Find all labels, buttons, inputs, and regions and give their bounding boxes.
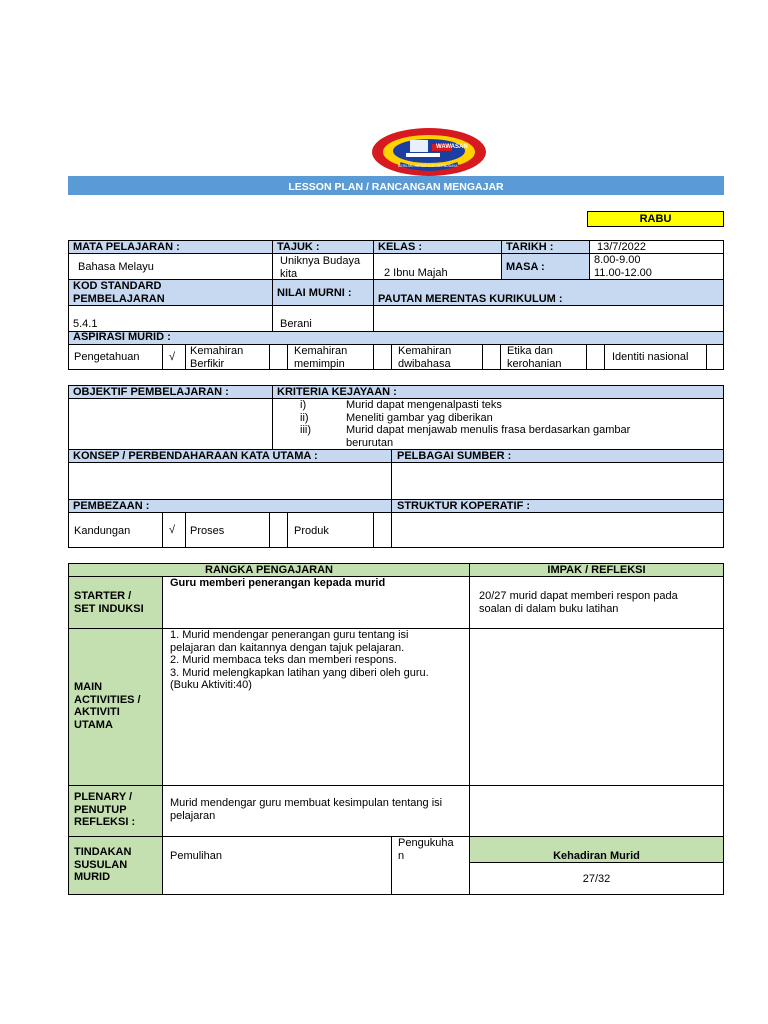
aspirasi-item-identiti: Identiti nasional — [612, 351, 689, 363]
mata-pelajaran-value: Bahasa Melayu — [78, 261, 154, 273]
kehadiran-value: 27/32 — [582, 873, 611, 885]
pembezaan-item-produk: Produk — [294, 525, 329, 537]
starter-label: STARTER / SET INDUKSI — [74, 590, 144, 615]
pemulihan-cell — [162, 836, 392, 895]
page-title: LESSON PLAN / RANCANGAN MENGAJAR — [288, 181, 504, 193]
logo-text: WAWASAN — [436, 144, 468, 150]
sumber-label: PELBAGAI SUMBER : — [397, 450, 512, 462]
rangka-header: RANGKA PENGAJARAN — [205, 564, 333, 576]
logo-motto: BERILMU BERAKHLAK BERBUDAYA — [398, 164, 458, 168]
kriteria-num-3: iii) — [300, 424, 311, 436]
kriteria-text-2: Meneliti gambar yag diberikan — [346, 412, 493, 424]
kriteria-text-3: Murid dapat menjawab menulis frasa berdasarkan gambar berurutan — [346, 424, 631, 449]
kelas-value: 2 Ibnu Majah — [384, 267, 448, 279]
day-label: RABU — [639, 213, 672, 225]
plenary-label: PLENARY / PENUTUP REFLEKSI : — [74, 791, 136, 828]
kod-label: KOD STANDARD PEMBELAJARAN — [73, 280, 165, 305]
aspirasi-item-pengetahuan: Pengetahuan — [74, 351, 140, 363]
koperatif-label: STRUKTUR KOPERATIF : — [397, 500, 531, 512]
aspirasi-item-kemahiran-memimpin: Kemahiran memimpin — [294, 345, 348, 370]
aspirasi-label: ASPIRASI MURID : — [73, 331, 171, 343]
koperatif-value-cell — [391, 512, 724, 548]
masa-value: 8.00-9.00 11.00-12.00 — [594, 254, 652, 279]
pemulihan-label: Pemulihan — [170, 850, 222, 862]
main-label: MAIN ACTIVITIES / AKTIVITI UTAMA — [74, 681, 141, 731]
kriteria-label: KRITERIA KEJAYAAN : — [277, 386, 397, 398]
impak-header: IMPAK / REFLEKSI — [547, 564, 646, 576]
objektif-value-cell — [68, 398, 273, 450]
school-logo — [370, 126, 488, 178]
nilai-value: Berani — [280, 318, 312, 330]
aspirasi-item-kemahiran-dwibahasa: Kemahiran dwibahasa — [398, 345, 452, 370]
tajuk-value: Uniknya Budaya kita — [280, 255, 361, 280]
kod-value-cell — [68, 305, 273, 332]
tarikh-label: TARIKH : — [506, 241, 554, 253]
plenary-impak-cell — [469, 785, 724, 837]
pembezaan-item-kandungan: Kandungan — [74, 525, 131, 537]
mata-pelajaran-label: MATA PELAJARAN : — [73, 241, 180, 253]
pembezaan-item-proses: Proses — [190, 525, 225, 537]
aspirasi-item-kemahiran-berfikir: Kemahiran Berfikir — [190, 345, 244, 370]
kriteria-num-2: ii) — [300, 412, 309, 424]
konsep-label: KONSEP / PERBENDAHARAAN KATA UTAMA : — [73, 450, 318, 462]
pembezaan-check-kandungan: √ — [169, 524, 176, 536]
pembezaan-label: PEMBEZAAN : — [73, 500, 150, 512]
nilai-label: NILAI MURNI : — [277, 287, 352, 299]
aspirasi-item-etika: Etika dan kerohanian — [507, 345, 562, 370]
kelas-label: KELAS : — [378, 241, 422, 253]
kehadiran-label: Kehadiran Murid — [553, 850, 640, 862]
kod-value: 5.4.1 — [73, 318, 98, 330]
day-box — [587, 211, 724, 227]
tarikh-value: 13/7/2022 — [597, 241, 646, 253]
main-text: 1. Murid mendengar penerangan guru tentang isi pelajaran dan kaitannya dengan tajuk pelajaran. 2. Murid membaca teks dan memberi respons. 3. Murid melengkapkan latihan yang diberi oleh guru. (Buku Aktiviti:40) — [170, 629, 429, 691]
pautan-label: PAUTAN MERENTAS KURIKULUM : — [378, 293, 563, 305]
masa-label: MASA : — [506, 261, 545, 273]
starter-impak: 20/27 murid dapat memberi respon pada soalan di dalam buku latihan — [479, 590, 678, 615]
tindakan-label: TINDAKAN SUSULAN MURID — [74, 846, 132, 883]
konsep-value-cell — [68, 462, 392, 500]
objektif-label: OBJEKTIF PEMBELAJARAN : — [73, 386, 229, 398]
kriteria-num-1: i) — [300, 399, 307, 411]
pengukuhan-label: Pengukuha n — [398, 837, 454, 862]
kriteria-text-1: Murid dapat mengenalpasti teks — [346, 399, 502, 411]
tajuk-label: TAJUK : — [277, 241, 320, 253]
aspirasi-check-pengetahuan: √ — [169, 351, 176, 363]
main-impak-cell — [469, 628, 724, 786]
starter-text: Guru memberi penerangan kepada murid — [170, 577, 386, 589]
plenary-text: Murid mendengar guru membuat kesimpulan tentang isi pelajaran — [170, 797, 443, 822]
sumber-value-cell — [391, 462, 724, 500]
pautan-value-cell — [373, 305, 724, 332]
